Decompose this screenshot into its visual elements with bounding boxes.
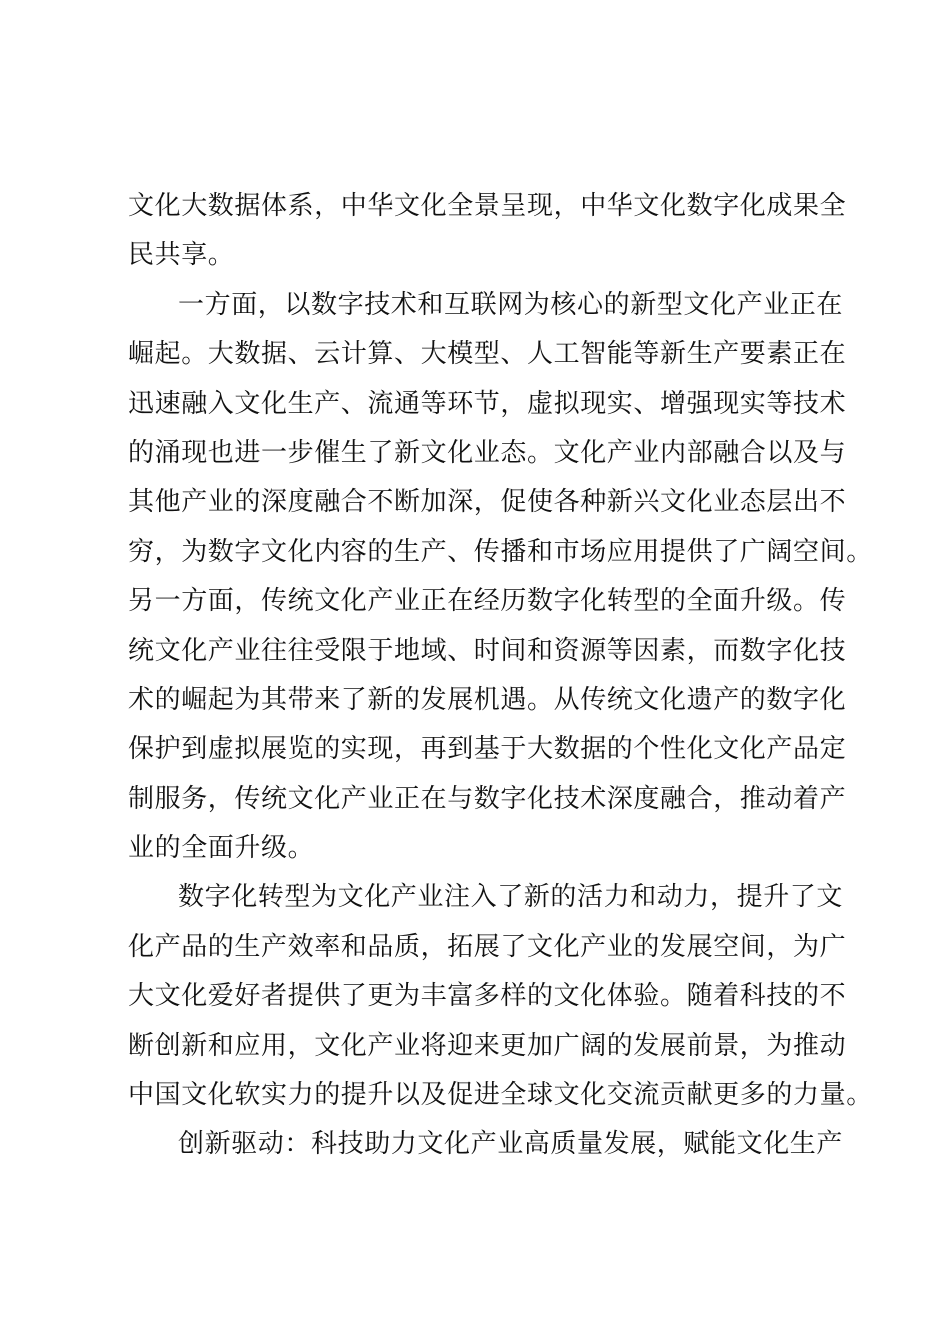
- paragraph-start-line: 数字化转型为文化产业注入了新的活力和动力，提升了文: [178, 882, 844, 913]
- text-line: 民共享。: [128, 240, 235, 271]
- text-line: 其他产业的深度融合不断加深，促使各种新兴文化业态层出不: [128, 487, 847, 518]
- text-line: 崛起。大数据、云计算、大模型、人工智能等新生产要素正在: [128, 339, 847, 370]
- body-text: [128, 182, 873, 1170]
- text-line: 业的全面升级。: [128, 833, 315, 864]
- text-line: 术的崛起为其带来了新的发展机遇。从传统文化遗产的数字化: [128, 684, 847, 715]
- text-line: 大文化爱好者提供了更为丰富多样的文化体验。随着科技的不: [128, 981, 847, 1012]
- text-line: 迅速融入文化生产、流通等环节，虚拟现实、增强现实等技术: [128, 388, 847, 419]
- text-line: 化产品的生产效率和品质，拓展了文化产业的发展空间，为广: [128, 931, 847, 962]
- paragraph-start-line: 创新驱动：科技助力文化产业高质量发展，赋能文化生产: [178, 1129, 844, 1160]
- text-line: 断创新和应用，文化产业将迎来更加广阔的发展前景，为推动: [128, 1030, 847, 1061]
- text-line: 中国文化软实力的提升以及促进全球文化交流贡献更多的力量。: [128, 1080, 873, 1111]
- text-line: 制服务，传统文化产业正在与数字化技术深度融合，推动着产: [128, 783, 847, 814]
- text-line: 的涌现也进一步催生了新文化业态。文化产业内部融合以及与: [128, 437, 847, 468]
- text-line: 另一方面，传统文化产业正在经历数字化转型的全面升级。传: [128, 586, 847, 617]
- text-line: 统文化产业往往受限于地域、时间和资源等因素，而数字化技: [128, 635, 847, 666]
- text-line: 穷，为数字文化内容的生产、传播和市场应用提供了广阔空间。: [128, 536, 873, 567]
- text-line: 文化大数据体系，中华文化全景呈现，中华文化数字化成果全: [128, 191, 847, 221]
- paragraph-start-line: 一方面，以数字技术和互联网为核心的新型文化产业正在: [178, 289, 844, 320]
- text-line: 保护到虚拟展览的实现，再到基于大数据的个性化文化产品定: [128, 734, 847, 765]
